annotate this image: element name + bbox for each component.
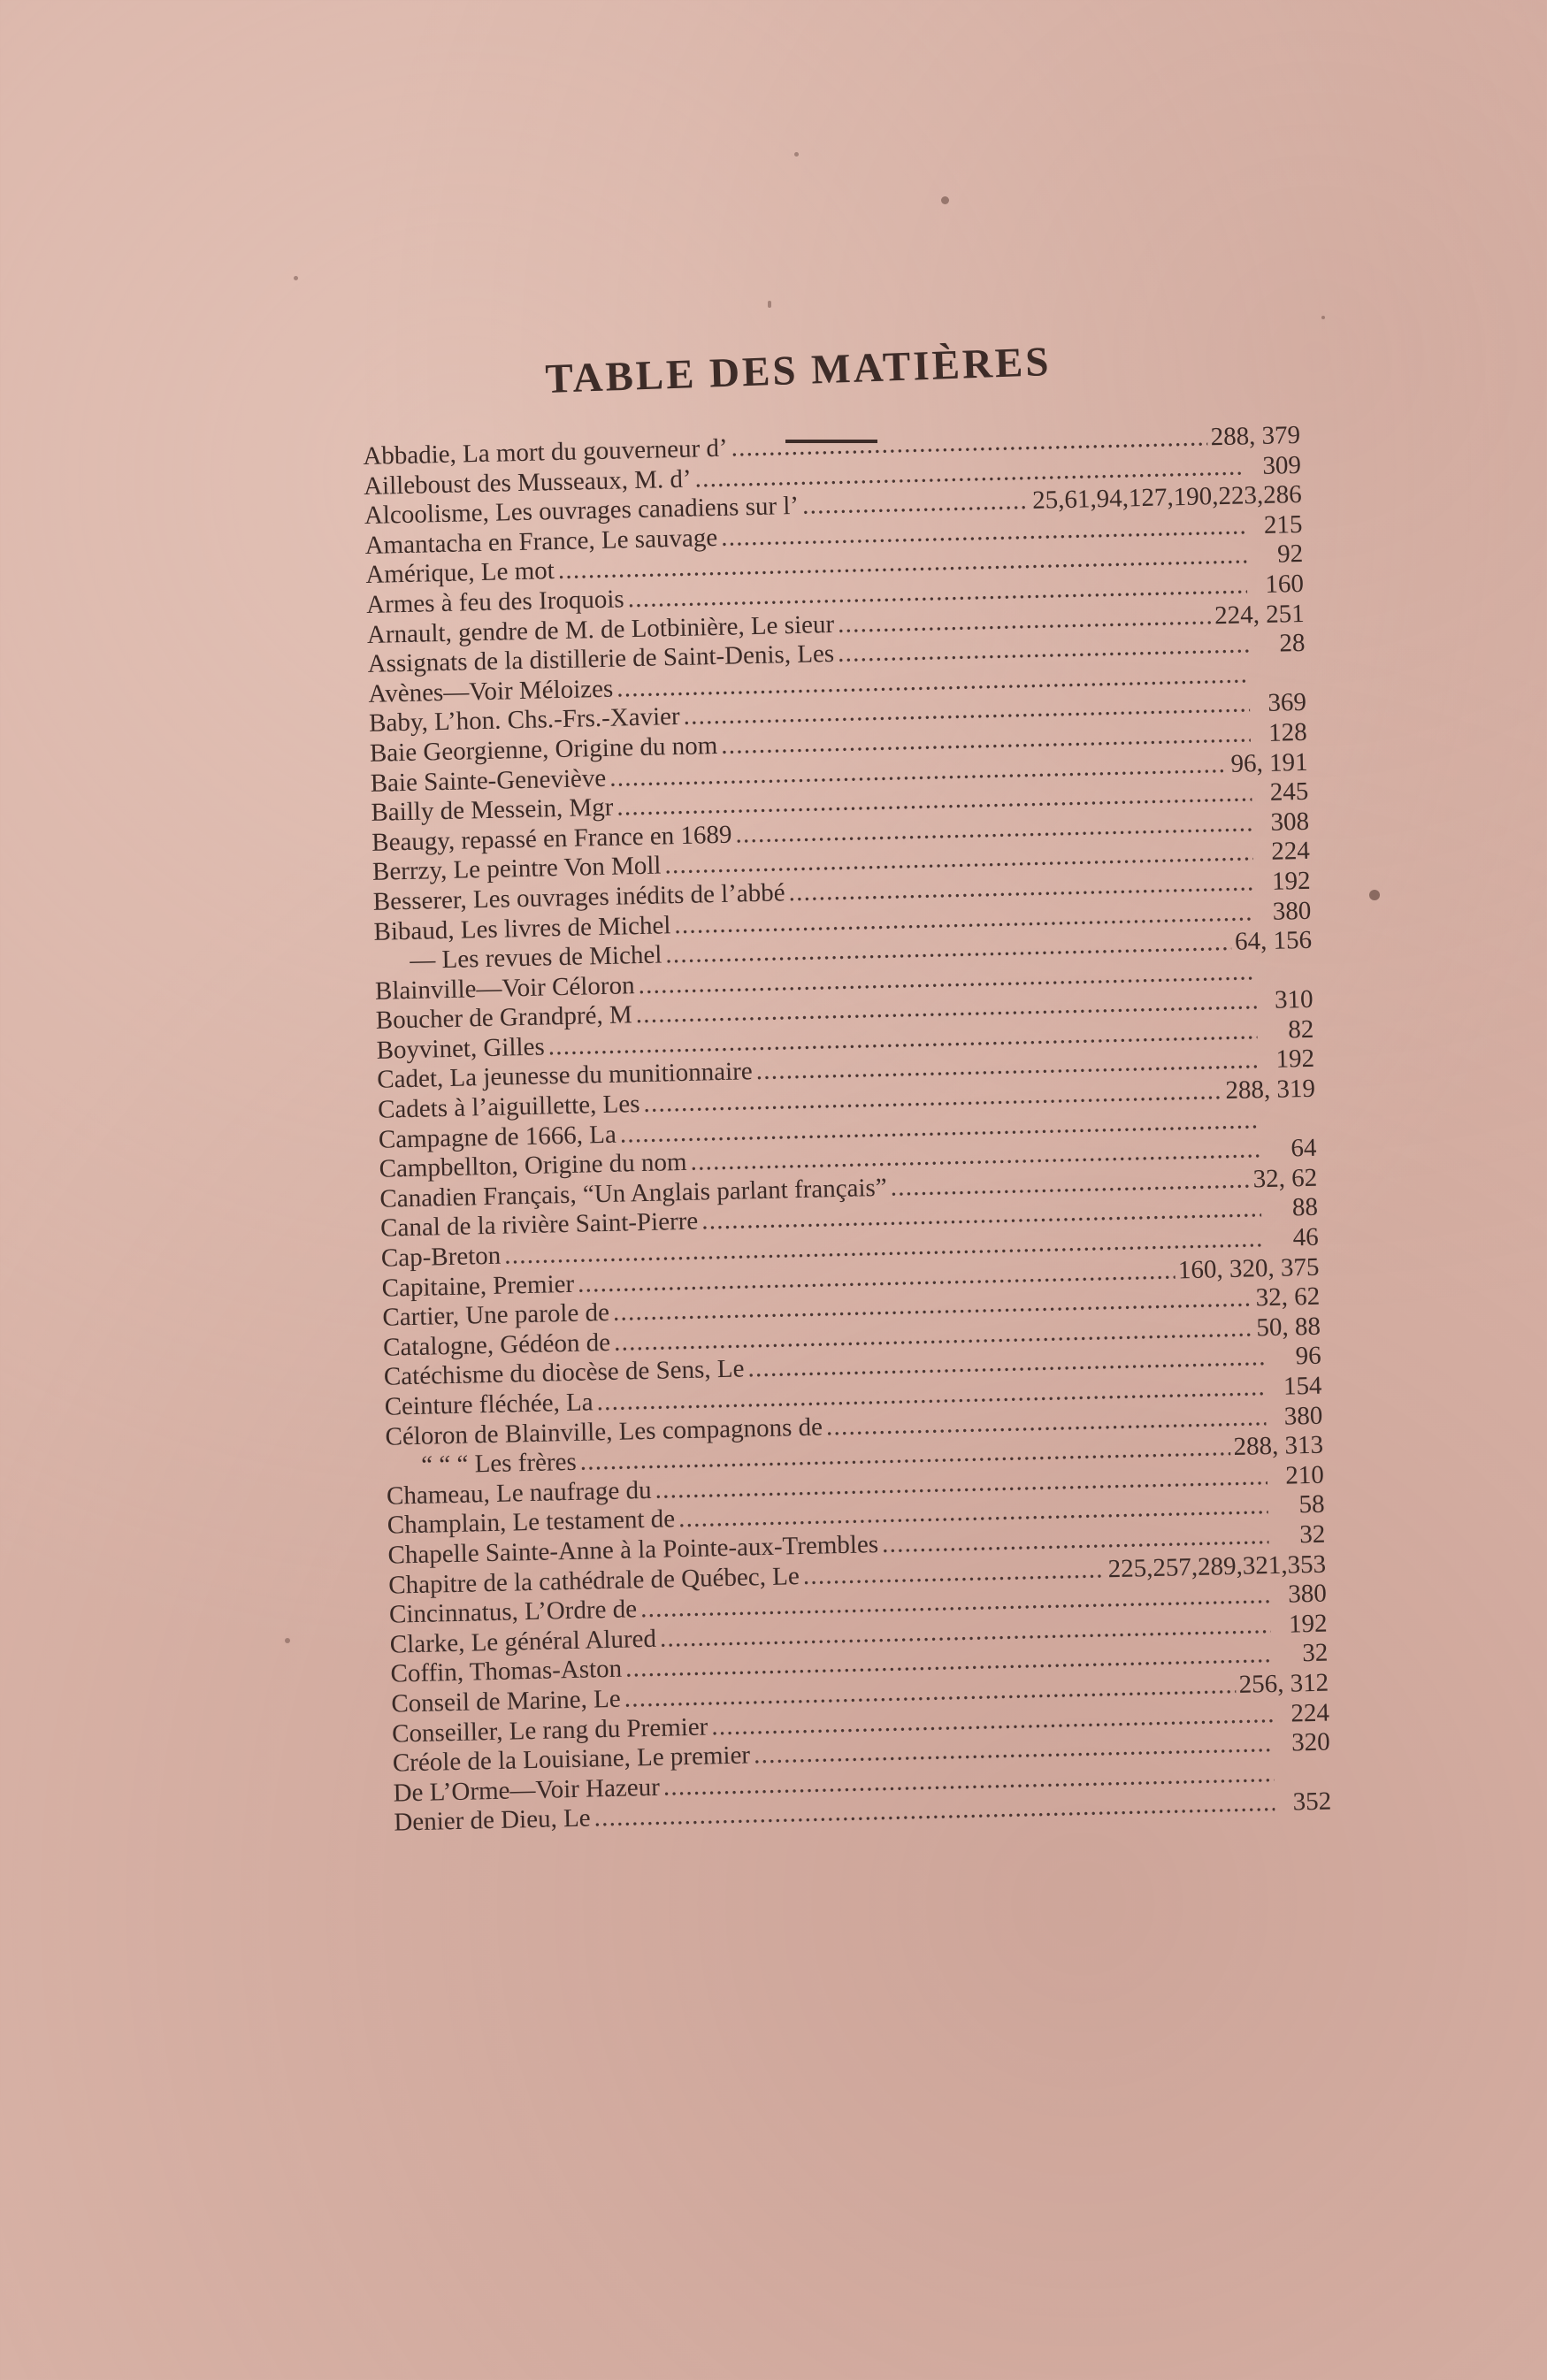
toc-entry-label: Canadien Français, “Un Anglais parlant français”: [379, 1173, 887, 1213]
toc-entry-label: Denier de Dieu, Le: [394, 1803, 591, 1837]
toc-entry-pages: 64, 156: [1234, 925, 1313, 956]
toc-entry-pages: 224: [1270, 837, 1311, 867]
toc-entry-label: Campbellton, Origine du nom: [379, 1148, 687, 1184]
toc-entry-pages: 380: [1287, 1579, 1328, 1609]
paper-speck: [794, 152, 799, 157]
toc-entry-label: Ailleboust des Musseaux, M. d’: [363, 464, 692, 501]
toc-entry-label: Baby, L’hon. Chs.-Frs.-Xavier: [368, 702, 680, 738]
toc-entry-label: “ “ “ Les frères: [420, 1448, 578, 1480]
toc-entry-pages: 380: [1272, 896, 1312, 926]
toc-entry-label: Cartier, Une parole de: [382, 1298, 610, 1332]
toc-entry-label: Baie Sainte-Geneviève: [370, 763, 607, 798]
toc-entry-label: Bailly de Messein, Mgr: [371, 792, 614, 828]
toc-entry-pages: 32, 62: [1255, 1282, 1321, 1312]
toc-entry-pages: 32, 62: [1252, 1163, 1318, 1194]
toc-entry-pages: 32: [1301, 1638, 1329, 1668]
toc-entry-pages: 320: [1290, 1727, 1330, 1757]
toc-entry-pages: 288, 313: [1233, 1430, 1324, 1462]
toc-entry-pages: 64: [1290, 1133, 1317, 1163]
toc-entry-pages: 288, 379: [1210, 420, 1301, 452]
paper-speck: [1321, 316, 1325, 319]
toc-entry-pages: 245: [1269, 777, 1309, 807]
toc-entry-label: Arnault, gendre de M. de Lotbinière, Le sieur: [366, 609, 835, 649]
toc-entry-label: Catéchisme du diocèse de Sens, Le: [383, 1354, 745, 1392]
toc-entry-label: Chapitre de la cathédrale de Québec, Le: [387, 1561, 800, 1600]
toc-entry-label: Cadets à l’aiguillette, Les: [377, 1090, 640, 1124]
toc-entry-pages: 369: [1267, 688, 1307, 718]
toc-entry-label: Chapelle Sainte-Anne à la Pointe-aux-Trembles: [387, 1530, 879, 1570]
toc-entry-label: Boyvinet, Gilles: [376, 1032, 546, 1065]
toc-entry-pages: 128: [1267, 717, 1308, 747]
page-title: TABLE DES MATIÈRES: [544, 339, 1053, 402]
toc-entry-label: Baie Georgienne, Origine du nom: [369, 731, 718, 768]
toc-entry-label: Canal de la rivière Saint-Pierre: [379, 1207, 699, 1244]
toc-entry-pages: 25,61,94,127,190,223,286: [1031, 480, 1302, 516]
toc-entry-label: Cap-Breton: [380, 1241, 502, 1273]
toc-entry-pages: 352: [1292, 1787, 1332, 1817]
toc-entry-label: De L’Orme—Voir Hazeur: [393, 1772, 661, 1808]
toc-entry-label: Catalogne, Gédéon de: [382, 1328, 611, 1362]
toc-entry-label: — Les revues de Michel: [409, 940, 662, 976]
paper-speck: [941, 196, 949, 204]
toc-entry-pages: 309: [1262, 450, 1302, 480]
toc-entry-label: Beaugy, repassé en France en 1689: [371, 820, 732, 857]
toc-entry-label: Ceinture fléchée, La: [384, 1388, 594, 1421]
toc-entry-label: Conseil de Marine, Le: [391, 1684, 621, 1718]
toc-entry-label: Capitaine, Premier: [381, 1269, 575, 1303]
toc-entry-pages: 192: [1275, 1045, 1315, 1075]
toc-entry-label: Bibaud, Les livres de Michel: [373, 910, 671, 946]
toc-entry-pages: 160: [1265, 569, 1305, 599]
toc-entry-pages: [1260, 977, 1313, 978]
toc-entry-label: Chameau, Le naufrage du: [386, 1475, 652, 1511]
toc-entry-label: Alcoolisme, Les ouvrages canadiens sur l’: [364, 492, 800, 531]
toc-entry-label: Champlain, Le testament de: [387, 1504, 676, 1541]
toc-entry-pages: 310: [1274, 985, 1313, 1015]
toc-entry-label: Campagne de 1666, La: [378, 1120, 617, 1154]
toc-entry-label: Amérique, Le mot: [365, 556, 555, 590]
toc-entry-pages: [1263, 1126, 1316, 1127]
toc-entry-label: Créole de la Louisiane, Le premier: [392, 1741, 751, 1778]
toc-entry-pages: 96, 191: [1230, 747, 1308, 778]
toc-entry-pages: [1278, 1779, 1331, 1780]
toc-entry-label: Clarke, Le général Alured: [389, 1624, 657, 1659]
paper-speck: [294, 276, 298, 280]
toc-entry-pages: 224: [1290, 1698, 1330, 1728]
toc-entry-pages: 28: [1279, 629, 1306, 658]
toc-entry-pages: 88: [1291, 1193, 1319, 1222]
toc-entry-pages: 256, 312: [1238, 1668, 1329, 1699]
toc-entry-label: Armes à feu des Iroquois: [365, 585, 624, 619]
paper-speck: [285, 1638, 290, 1643]
toc-entry-pages: 160, 320, 375: [1177, 1252, 1320, 1284]
toc-entry-pages: 32: [1298, 1519, 1326, 1550]
toc-entry-pages: 380: [1283, 1401, 1323, 1431]
toc-entry-pages: 82: [1287, 1014, 1314, 1045]
toc-entry-label: Avènes—Voir Méloizes: [368, 674, 614, 708]
toc-entry-label: Cadet, La jeunesse du munitionnaire: [377, 1057, 754, 1095]
table-of-contents: [363, 421, 1332, 1839]
paper-speck: [768, 301, 771, 308]
toc-entry-label: Assignats de la distillerie de Saint-Denis, Les: [367, 639, 835, 679]
toc-entry-pages: 46: [1292, 1222, 1320, 1252]
toc-entry-label: Blainville—Voir Céloron: [374, 970, 635, 1006]
toc-entry-label: Boucher de Grandpré, M: [375, 1000, 633, 1036]
toc-entry-pages: 192: [1288, 1609, 1328, 1639]
toc-entry-label: Coffin, Thomas-Aston: [390, 1655, 623, 1688]
toc-entry-label: Besserer, Les ouvrages inédits de l’abbé: [372, 878, 785, 916]
toc-entry-label: Berrzy, Le peintre Von Moll: [371, 851, 662, 887]
toc-entry-label: Amantacha en France, Le sauvage: [364, 523, 718, 560]
toc-entry-pages: 92: [1276, 540, 1304, 569]
toc-entry-pages: 215: [1263, 509, 1303, 540]
toc-entry-pages: 50, 88: [1256, 1312, 1321, 1343]
toc-entry-pages: 96: [1295, 1342, 1322, 1371]
toc-entry-pages: 210: [1284, 1460, 1325, 1490]
toc-entry-pages: 225,257,289,321,353: [1107, 1550, 1327, 1583]
toc-entry-label: Céloron de Blainville, Les compagnons de: [385, 1412, 823, 1451]
toc-entry-pages: 288, 319: [1225, 1074, 1316, 1106]
toc-entry-pages: [1252, 681, 1306, 682]
paper-speck: [1369, 890, 1380, 900]
toc-entry-label: Cincinnatus, L’Ordre de: [388, 1595, 638, 1629]
toc-entry-label: Abbadie, La mort du gouverneur d’: [363, 433, 728, 471]
toc-entry-pages: 224, 251: [1214, 599, 1306, 630]
toc-entry-pages: 192: [1271, 866, 1311, 896]
toc-entry-pages: 58: [1298, 1490, 1325, 1519]
toc-entry-label: Conseiller, Le rang du Premier: [391, 1712, 708, 1749]
toc-entry-pages: 154: [1283, 1371, 1322, 1401]
toc-entry-pages: 308: [1270, 807, 1310, 837]
